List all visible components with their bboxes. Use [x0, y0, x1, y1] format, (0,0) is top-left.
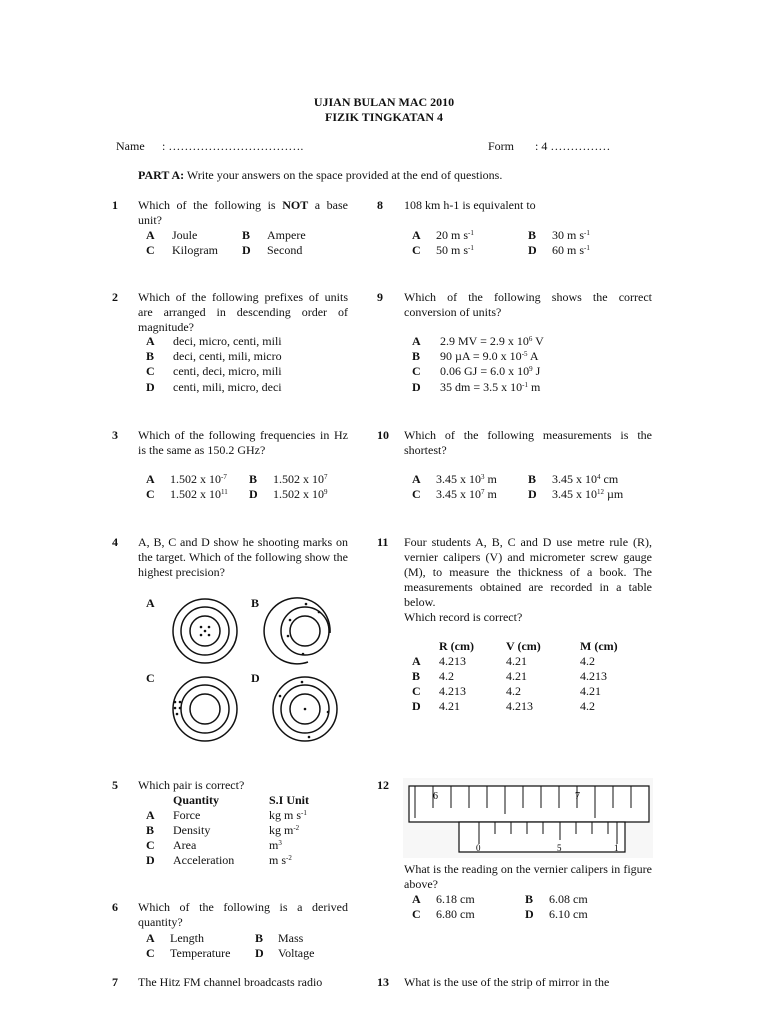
q5-text: Which pair is correct? — [138, 778, 245, 792]
q2-option-a-letter: A — [146, 334, 155, 348]
q5-row-a-quantity: Force — [173, 808, 201, 822]
q6-option-b-letter: B — [255, 931, 264, 945]
q1-option-d-letter: D — [242, 243, 251, 257]
q3-text: Which of the following frequencies in Hz is the same as 150.2 GHz? — [138, 428, 348, 457]
q10-option-d: 3.45 x $10^{12}$ µm — [552, 487, 624, 501]
q5-number: 5 — [112, 778, 118, 792]
q8-option-b: 30 m $s^{-1}$ — [552, 228, 590, 242]
q2-option-c: centi, deci, micro, mili — [173, 364, 282, 378]
q12-option-a: 6.18 cm — [436, 892, 475, 906]
q9-text: Which of the following shows the correct conversion of units? — [404, 290, 652, 319]
q8-option-a: 20 m $s^{-1}$ — [436, 228, 474, 242]
q4-text: A, B, C and D show he shooting marks on the target. Which of the following show the highest precision? — [138, 535, 348, 579]
vernier-calipers-figure — [403, 778, 653, 858]
q11-row-d-letter: D — [412, 699, 421, 713]
q2-option-d: centi, mili, micro, deci — [173, 380, 282, 394]
main-scale-label-7: 7 — [575, 791, 580, 802]
q6-option-a: Length — [170, 931, 204, 945]
q10-text: Which of the following measurements is the shortest? — [404, 428, 652, 457]
q11-row-c-m: 4.21 — [580, 684, 601, 698]
q2-option-d-letter: D — [146, 380, 155, 394]
q11-row-d-m: 4.2 — [580, 699, 595, 713]
q1-number: 1 — [112, 198, 118, 212]
q11-row-b-m: 4.213 — [580, 669, 607, 683]
q7-number: 7 — [112, 975, 118, 989]
q4-label-b: B — [251, 596, 260, 610]
q12-text: What is the reading on the vernier calipers in figure above? — [404, 862, 652, 891]
q3-option-d-letter: D — [249, 487, 258, 501]
q12-option-d-letter: D — [525, 907, 534, 921]
q12-number: 12 — [377, 778, 389, 792]
q6-option-d-letter: D — [255, 946, 264, 960]
q2-option-c-letter: C — [146, 364, 155, 378]
q4-number: 4 — [112, 535, 118, 549]
part-a-label: PART A: — [138, 168, 185, 182]
vernier-label-0: 0 — [476, 843, 481, 853]
q6-text: Which of the following is a derived quantity? — [138, 900, 348, 929]
q8-option-d-letter: D — [528, 243, 537, 257]
q9-option-b-letter: B — [412, 349, 421, 363]
q8-number: 8 — [377, 198, 383, 212]
q11-row-b-v: 4.21 — [506, 669, 527, 683]
q3-option-b: 1.502 x $10^7$ — [273, 472, 328, 486]
q5-row-b-unit: kg $m^{-2}$ — [269, 823, 300, 837]
q11-row-c-letter: C — [412, 684, 421, 698]
q8-option-c-letter: C — [412, 243, 421, 257]
q13-text: What is the use of the strip of mirror in the — [404, 975, 610, 989]
q6-option-c: Temperature — [170, 946, 231, 960]
q11-row-c-r: 4.213 — [439, 684, 466, 698]
part-a-instruction — [138, 168, 502, 183]
q11-row-a-r: 4.213 — [439, 654, 466, 668]
q9-option-d: 35 dm = 3.5 x $10^{-1}$ m — [440, 380, 541, 394]
q5-row-b-quantity: Density — [173, 823, 211, 837]
q4-label-c: C — [146, 671, 155, 685]
q8-option-b-letter: B — [528, 228, 537, 242]
q2-option-b: deci, centi, mili, micro — [173, 349, 282, 363]
q8-option-c: 50 m $s^{-1}$ — [436, 243, 474, 257]
vernier-label-5: 5 — [557, 843, 562, 853]
q7-text: The Hitz FM channel broadcasts radio — [138, 975, 323, 989]
q5-row-d-letter: D — [146, 853, 155, 867]
q11-row-a-letter: A — [412, 654, 421, 668]
exam-subtitle: FIZIK TINGKATAN 4 — [324, 110, 444, 124]
q9-option-c-letter: C — [412, 364, 421, 378]
q1-option-a-letter: A — [146, 228, 155, 242]
q5-row-c-quantity: Area — [173, 838, 197, 852]
q1-option-c: Kilogram — [172, 243, 218, 257]
q1-option-b-letter: B — [242, 228, 251, 242]
q3-number: 3 — [112, 428, 118, 442]
q11-row-c-v: 4.2 — [506, 684, 521, 698]
q5-row-d-unit: m $s^{-2}$ — [269, 853, 292, 867]
q11-row-a-v: 4.21 — [506, 654, 527, 668]
q4-label-d: D — [251, 671, 260, 685]
q6-option-b: Mass — [278, 931, 304, 945]
q10-option-c: 3.45 x $10^7$ m — [436, 487, 497, 501]
form-label: Form — [488, 139, 515, 153]
q12-option-b: 6.08 cm — [549, 892, 588, 906]
q10-option-a-letter: A — [412, 472, 421, 486]
q11-header-m: M (cm) — [580, 639, 618, 653]
q4-label-a: A — [146, 596, 155, 610]
q5-row-a-letter: A — [146, 808, 155, 822]
q1-option-b: Ampere — [267, 228, 306, 242]
vernier-label-10: 1 — [614, 843, 619, 853]
name-blank: : ……………………………. — [162, 139, 304, 153]
exam-title: UJIAN BULAN MAC 2010 — [313, 95, 455, 109]
q9-option-b: 90 µA = 9.0 x $10^{-5}$ A — [440, 349, 539, 363]
target-c — [173, 677, 237, 741]
q5-row-b-letter: B — [146, 823, 155, 837]
q3-option-a: 1.502 x $10^{-7}$ — [170, 472, 227, 486]
q9-number: 9 — [377, 290, 383, 304]
q12-option-c-letter: C — [412, 907, 421, 921]
q12-option-d: 6.10 cm — [549, 907, 588, 921]
q9-option-d-letter: D — [412, 380, 421, 394]
q11-row-d-r: 4.21 — [439, 699, 460, 713]
q6-number: 6 — [112, 900, 118, 914]
q13-number: 13 — [377, 975, 389, 989]
q1-text: Which of the following is NOT a base unit? — [138, 198, 348, 227]
q2-number: 2 — [112, 290, 118, 304]
q11-header-v: V (cm) — [506, 639, 541, 653]
q11-row-a-m: 4.2 — [580, 654, 595, 668]
q1-option-a: Joule — [172, 228, 198, 242]
q11-header-r: R (cm) — [439, 639, 474, 653]
q11-row-d-v: 4.213 — [506, 699, 533, 713]
q5-row-d-quantity: Acceleration — [173, 853, 235, 867]
q2-option-a: deci, micro, centi, mili — [173, 334, 282, 348]
q6-option-c-letter: C — [146, 946, 155, 960]
q3-option-c: 1.502 x $10^{11}$ — [170, 487, 228, 501]
q4-targets-figure — [168, 590, 348, 750]
q10-option-a: 3.45 x $10^3$ m — [436, 472, 497, 486]
q8-option-a-letter: A — [412, 228, 421, 242]
q3-option-a-letter: A — [146, 472, 155, 486]
q8-option-d: 60 m $s^{-1}$ — [552, 243, 590, 257]
q8-text: 108 km h-1 is equivalent to — [404, 198, 536, 212]
q10-option-c-letter: C — [412, 487, 421, 501]
q2-option-b-letter: B — [146, 349, 155, 363]
form-value: : 4 …………… — [535, 139, 611, 153]
q2-text: Which of the following prefixes of units are arranged in descending order of magnitude? — [138, 290, 348, 334]
q5-row-c-unit: $m^3$ — [269, 838, 282, 852]
q5-row-c-letter: C — [146, 838, 155, 852]
q12-option-c: 6.80 cm — [436, 907, 475, 921]
q11-row-b-r: 4.2 — [439, 669, 454, 683]
q9-option-a-letter: A — [412, 334, 421, 348]
q3-option-c-letter: C — [146, 487, 155, 501]
q10-number: 10 — [377, 428, 389, 442]
q5-col-unit: S.I Unit — [269, 793, 310, 807]
target-b — [264, 598, 330, 664]
q6-option-d: Voltage — [278, 946, 315, 960]
q3-option-b-letter: B — [249, 472, 258, 486]
q10-option-b-letter: B — [528, 472, 537, 486]
q6-option-a-letter: A — [146, 931, 155, 945]
q11-text2: Which record is correct? — [404, 610, 523, 624]
q1-option-d: Second — [267, 243, 303, 257]
q3-option-d: 1.502 x $10^9$ — [273, 487, 328, 501]
main-scale-label-6: 6 — [433, 791, 438, 802]
q12-option-a-letter: A — [412, 892, 421, 906]
q9-option-c: 0.06 GJ = 6.0 x $10^9$ J — [440, 364, 541, 378]
q5-row-a-unit: kg m $s^{-1}$ — [269, 808, 307, 822]
vernier-scale — [459, 822, 625, 852]
q12-option-b-letter: B — [525, 892, 534, 906]
q1-option-c-letter: C — [146, 243, 155, 257]
q10-option-d-letter: D — [528, 487, 537, 501]
q11-text: Four students A, B, C and D use metre rule (R), vernier calipers (V) and micrometer screw gauge (M), to measure the thickness of a book. The measurements obtained are recorded in a table below. — [404, 535, 652, 609]
q11-number: 11 — [377, 535, 389, 549]
q5-col-quantity: Quantity — [173, 793, 220, 807]
name-label: Name — [116, 139, 145, 153]
q9-option-a: 2.9 MV = 2.9 x $10^6$ V — [440, 334, 544, 348]
q10-option-b: 3.45 x $10^4$ cm — [552, 472, 619, 486]
part-a-text: Write your answers on the space provided at the end of questions. — [184, 168, 503, 182]
q11-row-b-letter: B — [412, 669, 421, 683]
